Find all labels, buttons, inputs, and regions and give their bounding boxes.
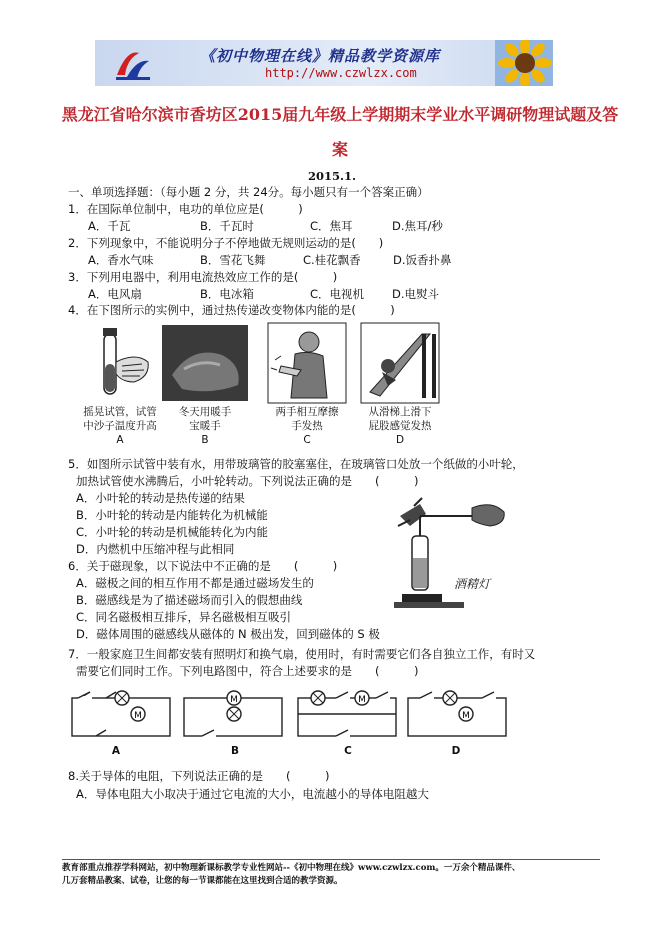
- q2-option-a: A．香水气味: [88, 253, 154, 267]
- q4-caption-d-letter: D: [395, 434, 405, 446]
- question-2: 2．下列现象中，不能说明分子不停地做无规则运动的是( ): [68, 236, 384, 250]
- q6-option-d: D．磁体周围的磁感线从磁体的 N 极出发，回到磁体的 S 极: [76, 627, 380, 641]
- q4-caption-b-letter: B: [201, 434, 209, 446]
- question-6: 6．关于磁现象，以下说法中不正确的是 ( ): [68, 559, 338, 573]
- q5-option-a: A．小叶轮的转动是热传递的结果: [76, 491, 245, 505]
- q1-option-d: D.焦耳/秒: [392, 219, 443, 233]
- q4-caption-c-line1: 两手相互摩擦: [275, 406, 339, 418]
- q4-caption-d-line1: 从滑梯上滑下: [368, 406, 432, 418]
- question-5-line2: 加热试管使水沸腾后，小叶轮转动。下列说法正确的是 ( ): [76, 474, 419, 488]
- question-7-line2: 需要它们同时工作。下列电路图中，符合上述要求的是 ( ): [76, 664, 419, 678]
- svg-text:M: M: [462, 711, 470, 721]
- footer-line-2: 几万套精品教案、试卷，让您的每一节课都能在这里找到合适的教学资源。: [62, 876, 343, 886]
- q5-option-d: D．内燃机中压缩冲程与此相同: [76, 542, 235, 556]
- q2-option-c: C.桂花飘香: [303, 253, 361, 267]
- q2-option-d: D.饭香扑鼻: [393, 253, 452, 267]
- q7-label-c: C: [344, 745, 352, 757]
- q3-option-a: A．电风扇: [88, 287, 142, 301]
- question-3: 3．下列用电器中，利用电流热效应工作的是( ): [68, 270, 338, 284]
- q3-option-c: C．电视机: [310, 287, 365, 301]
- q5-lamp-label: 酒精灯: [454, 577, 491, 591]
- q6-option-a: A．磁极之间的相互作用不都是通过磁场发生的: [76, 576, 314, 590]
- q4-caption-c-letter: C: [303, 434, 311, 446]
- svg-text:M: M: [230, 695, 238, 705]
- q7-circuit-a: [66, 684, 176, 742]
- q4-caption-c-line2: 手发热: [291, 420, 323, 432]
- q5-option-b: B．小叶轮的转动是内能转化为机械能: [76, 508, 268, 522]
- exam-date: 2015.1.: [308, 169, 357, 183]
- q3-option-d: D.电熨斗: [392, 287, 440, 301]
- footer-divider: [62, 859, 600, 860]
- q4-figure-a-test-tube: [86, 322, 156, 402]
- q4-caption-d-line2: 屁股感觉发热: [368, 420, 432, 432]
- q6-option-b: B．磁感线是为了描述磁场而引入的假想曲线: [76, 593, 303, 607]
- sunflower-icon: [495, 40, 553, 86]
- q4-figure-b-hand-warmer: [162, 325, 248, 401]
- svg-text:M: M: [134, 711, 142, 721]
- section-heading: 一、单项选择题：（每小题 2 分，共 24分。每小题只有一个答案正确）: [68, 185, 429, 199]
- q6-option-c: C．同名磁极相互排斥，异名磁极相互吸引: [76, 610, 292, 624]
- question-1: 1．在国际单位制中，电功的单位应是( ): [68, 202, 303, 216]
- q4-figure-c-rubbing-hands: [267, 322, 347, 404]
- q1-option-a: A．千瓦: [88, 219, 131, 233]
- q7-circuit-c: [292, 684, 402, 742]
- q4-caption-a-line2: 中沙子温度升高: [83, 420, 157, 432]
- q5-option-c: C．小叶轮的转动是机械能转化为内能: [76, 525, 269, 539]
- q1-option-b: B．千瓦时: [200, 219, 254, 233]
- q8-option-a: A．导体电阻大小取决于通过它电流的大小，电流越小的导体电阻越大: [76, 787, 429, 801]
- banner-title: 《初中物理在线》精品教学资源库: [200, 47, 441, 65]
- q4-caption-b-line2: 宝暖手: [189, 420, 221, 432]
- question-7-line1: 7．一般家庭卫生间都安装有照明灯和换气扇，使用时，有时需要它们各自独立工作，有时又: [68, 647, 536, 661]
- q4-caption-b-line1: 冬天用暖手: [178, 406, 232, 418]
- q7-label-d: D: [451, 745, 461, 757]
- q7-circuit-d: [402, 684, 512, 742]
- question-5-line1: 5．如图所示试管中装有水，用带玻璃管的胶塞塞住，在玻璃管口处放一个纸做的小叶轮，: [68, 457, 524, 471]
- banner-url[interactable]: http://www.czwlzx.com: [265, 66, 417, 80]
- q4-figure-d-slide: [360, 322, 440, 404]
- svg-text:M: M: [358, 695, 366, 705]
- q4-caption-a-letter: A: [116, 434, 124, 446]
- q1-option-c: C．焦耳: [310, 219, 353, 233]
- q5-figure-apparatus: [392, 496, 520, 612]
- q4-caption-a-line1: 摇晃试管，试管: [83, 406, 157, 418]
- q3-option-b: B．电冰箱: [200, 287, 254, 301]
- q7-circuit-b: [178, 684, 288, 742]
- q7-label-a: A: [111, 745, 121, 757]
- q7-label-b: B: [230, 745, 239, 757]
- footer-line-1: 教育部重点推荐学科网站，初中物理新课标教学专业性网站--《初中物理在线》www.czwlzx.com。一万余个精品课件、: [62, 863, 521, 873]
- header-banner: [95, 40, 553, 86]
- question-4: 4．在下图所示的实例中，通过热传递改变物体内能的是( ): [68, 303, 395, 317]
- document-title: 黑龙江省哈尔滨市香坊区2015届九年级上学期期末学业水平调研物理试题及答案: [61, 105, 619, 159]
- logo-icon: [113, 45, 153, 83]
- q2-option-b: B．雪花飞舞: [200, 253, 266, 267]
- footer: [62, 862, 602, 888]
- question-8: 8.关于导体的电阻，下列说法正确的是 ( ): [68, 769, 330, 783]
